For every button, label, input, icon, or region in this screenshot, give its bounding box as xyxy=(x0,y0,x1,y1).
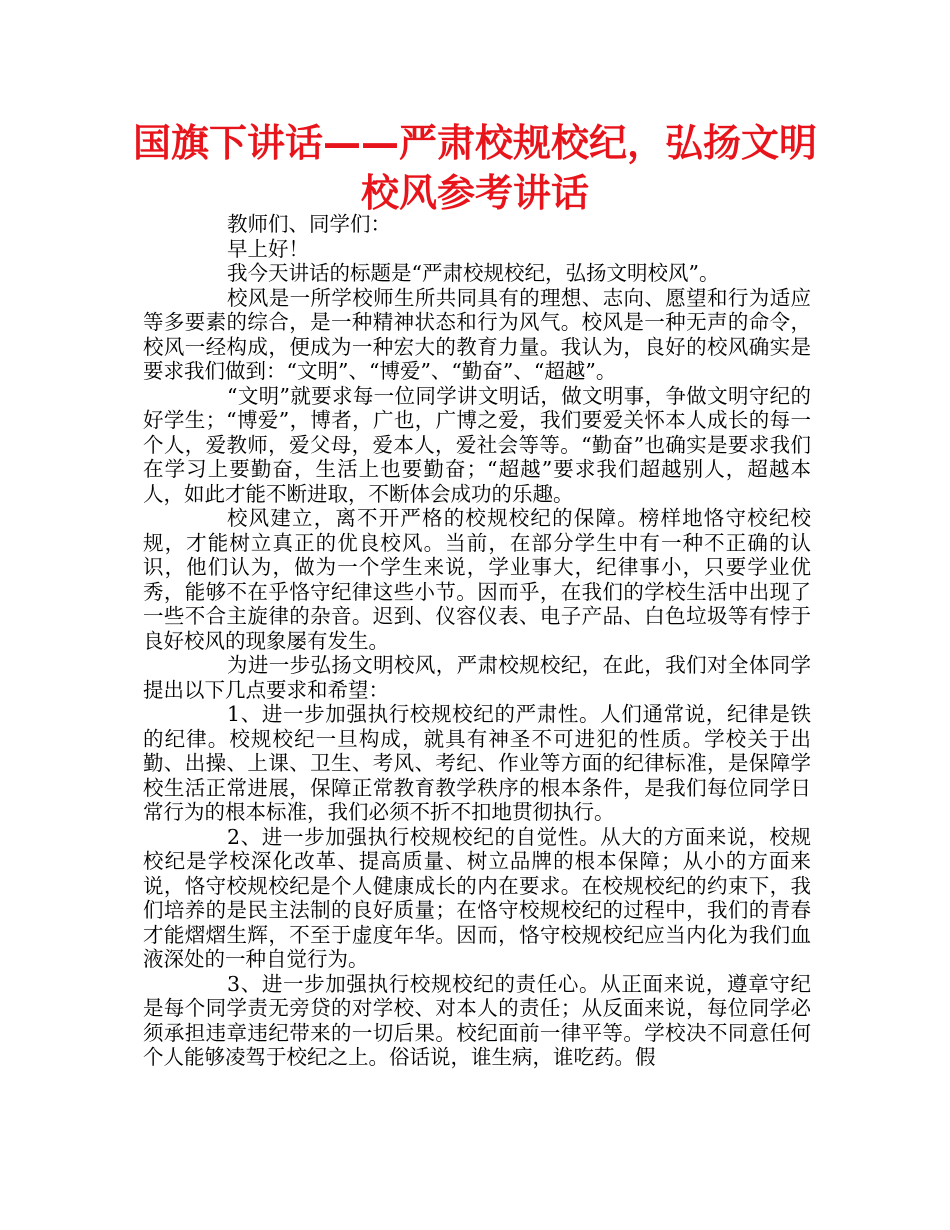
document-title xyxy=(120,118,830,218)
paragraph-topic: 我今天讲话的标题是“严肃校规校纪，弘扬文明校风”。 xyxy=(227,261,720,285)
paragraph-requirement-1: 1、进一步加强执行校规校纪的严肃性。人们通常说，纪律是铁的纪律。校规校纪一旦构成，就具有神圣不可进犯的性质。学校关于出勤、出操、上课、卫生、考风、考纪、作业等方面的纪律标准，是保障学校生活正常进展，保障正常教育教学秩序的根本条件，是我们每位同学日常行为的根本标准，我们必须不折不扣地贯彻执行。 xyxy=(143,702,811,824)
paragraph-requirement-3: 3、进一步加强执行校规校纪的责任心。从正面来说，遵章守纪是每个同学责无旁贷的对学校、对本人的责任；从反面来说，每位同学必须承担违章违纪带来的一切后果。校纪面前一律平等。学校决不同意任何个人能够凌驾于校纪之上。俗话说，谁生病，谁吃药。假 xyxy=(143,971,811,1069)
paragraph-school-spirit: 校风是一所学校师生所共同具有的理想、志向、愿望和行为适应等多要素的综合，是一种精神状态和行为风气。校风是一种无声的命令，校风一经构成，便成为一种宏大的教育力量。我认为，良好的校风确实是要求我们做到：“文明”、“博爱”、“勤奋”、“超越”。 xyxy=(143,285,811,383)
paragraph-morning: 早上好！ xyxy=(227,236,309,261)
paragraph-requirement-2: 2、进一步加强执行校规校纪的自觉性。从大的方面来说，校规校纪是学校深化改革、提高质量、树立品牌的根本保障；从小的方面来说，恪守校规校纪是个人健康成长的内在要求。在校规校纪的约束下，我们培养的是民主法制的良好质量；在恪守校规校纪的过程中，我们的青春才能熠熠生辉，不至于虚度年华。因而，恪守校规校纪应当内化为我们血液深处的一种自觉行为。 xyxy=(143,824,811,971)
paragraph-civility: “文明”就要求每一位同学讲文明话，做文明事，争做文明守纪的好学生；“博爱”，博者，广也，广博之爱，我们要爱关怀本人成长的每一个人，爱教师，爱父母，爱本人，爱社会等等。“勤奋”也确实是要求我们在学习上要勤奋，生活上也要勤奋；“超越”要求我们超越别人，超越本人，如此才能不断进取，不断体会成功的乐趣。 xyxy=(143,383,811,506)
paragraph-greeting: 教师们、同学们： xyxy=(227,212,391,236)
document-body xyxy=(143,212,811,1070)
title-line-2: 校风参考讲话 xyxy=(360,171,589,215)
paragraph-requirements-intro: 为进一步弘扬文明校风，严肃校规校纪，在此，我们对全体同学提出以下几点要求和希望： xyxy=(143,653,811,702)
title-line-1: 国旗下讲话——严肃校规校纪，弘扬文明 xyxy=(132,121,817,165)
paragraph-discipline: 校风建立，离不开严格的校规校纪的保障。榜样地恪守校纪校规，才能树立真正的优良校风。当前，在部分学生中有一种不正确的认识，他们认为，做为一个学生来说，学业事大，纪律事小，只要学业优秀，能够不在乎恪守纪律这些小节。因而乎，在我们的学校生活中出现了一些不合主旋律的杂音。迟到、仪容仪表、电子产品、白色垃圾等有悖于良好校风的现象屡有发生。 xyxy=(143,506,811,653)
